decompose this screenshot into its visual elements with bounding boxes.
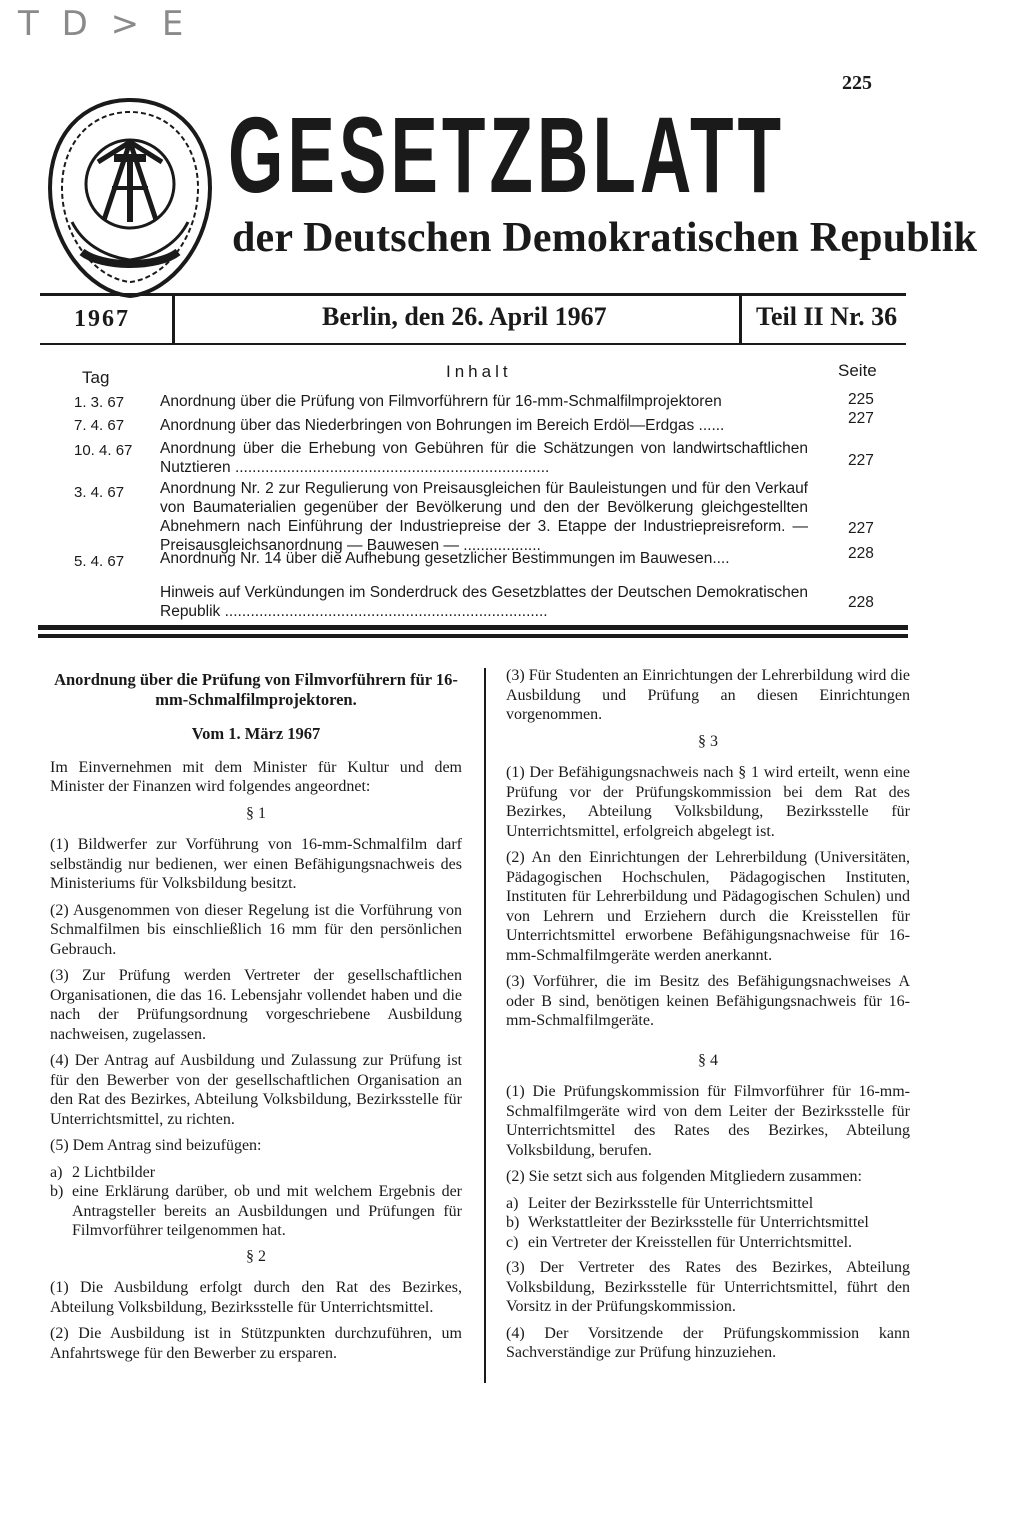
toc-page: 227 [848, 410, 874, 427]
masthead-rule-bottom [40, 343, 906, 345]
toc-date: 5. 4. 67 [74, 553, 125, 570]
section-heading: § 2 [246, 1247, 266, 1265]
paragraph: (1) Der Befähigungsnachweis nach § 1 wird erteilt, wenn eine Prüfung vor der Prüfungskommission bei dem Rat des Bezirkes, Abteilung Volksbildung, Bezirksstelle für Unterrichtsmittel, erfolgreich abgelegt ist. [506, 764, 910, 840]
toc-entry: Anordnung über die Erhebung von Gebühren für die Schätzungen von landwirtschaftlichen Nutztieren ......................................................................... [160, 440, 808, 476]
toc-entry: Anordnung über das Niederbringen von Bohrungen im Bereich Erdöl—Erdgas ...... [160, 417, 725, 434]
paragraph: (4) Der Vorsitzende der Prüfungskommission kann Sachverständige zur Prüfung hinzuziehen. [506, 1324, 910, 1361]
list-item [506, 1213, 910, 1233]
toc-date: 7. 4. 67 [74, 417, 125, 434]
toc-date: 10. 4. 67 [74, 442, 133, 459]
toc-date: 3. 4. 67 [74, 484, 125, 501]
list-item [50, 1163, 462, 1183]
article-preamble: Im Einvernehmen mit dem Minister für Kultur und dem Minister der Finanzen wird folgendes angeordnet: [50, 758, 462, 795]
handwritten-note: T D > E [18, 4, 190, 44]
article-column-left [50, 670, 462, 1370]
list-text: 2 Lichtbilder [72, 1163, 156, 1181]
masthead-rule-top [40, 293, 906, 296]
list-item [506, 1233, 910, 1253]
list-marker: a) [506, 1194, 519, 1212]
paragraph: (2) An den Einrichtungen der Lehrerbildung (Universitäten, Pädagogischen Hochschulen, Pädagogischen Instituten, Instituten für Lehrerbildung und Pädagogischen Schulen) und von Lehrern und Erziehern durch die Kreisstellen für Unterrichtsmittel erworbene Befähigungsnachweise für 16-mm-Schmalfilmgeräte werden anerkannt. [506, 849, 910, 964]
list-text: ein Vertreter der Kreisstellen für Unterrichtsmittel. [528, 1233, 853, 1251]
paragraph: (4) Der Antrag auf Ausbildung und Zulassung zur Prüfung ist für den Bewerber von der gesellschaftlichen Organisation an den Rat des Bezirkes, Abteilung Volksbildung, Bezirksstelle für Unterrichtsmittel, zu richten. [50, 1052, 462, 1128]
masthead-subtitle: der Deutschen Demokratischen Republik [232, 215, 978, 261]
toc-entry: Hinweis auf Verkündungen im Sonderdruck des Gesetzblattes der Deutschen Demokratischen Republik ........................................................................... [160, 584, 808, 620]
separator-rule [38, 634, 908, 638]
list-item [50, 1182, 462, 1241]
issue-date: Berlin, den 26. April 1967 [322, 302, 607, 331]
article-date: Vom 1. März 1967 [191, 724, 321, 743]
paragraph: (1) Die Ausbildung erfolgt durch den Rat des Bezirkes, Abteilung Volksbildung, Bezirksstelle für Unterrichtsmittel. [50, 1279, 462, 1316]
toc-entry: Anordnung Nr. 14 über die Aufhebung gesetzlicher Bestimmungen im Bauwesen.... [160, 550, 730, 567]
article-heading: Anordnung über die Prüfung von Filmvorführern für 16-mm-Schmalfilmprojektoren. [54, 670, 458, 709]
list-item [506, 1194, 910, 1214]
article-column-right [506, 666, 910, 1370]
page-number: 225 [842, 72, 872, 94]
separator-rule [38, 625, 908, 630]
toc-page: 227 [848, 452, 874, 469]
paragraph: (3) Der Vertreter des Rates des Bezirkes, Abteilung Volksbildung, Bezirksstelle für Unterrichtsmittel, führt den Vorsitz in der Prüfungskommission. [506, 1259, 910, 1315]
list-marker: c) [506, 1233, 519, 1251]
section-heading: § 1 [246, 804, 266, 822]
toc-header-inhalt: Inhalt [446, 362, 512, 381]
toc-date: 1. 3. 67 [74, 394, 125, 411]
paragraph: (3) Zur Prüfung werden Vertreter der gesellschaftlichen Organisationen, die das 16. Lebensjahr vollendet haben und die nach der Prüfungsordnung vorgeschriebene Ausbildung nachweisen, zugelassen. [50, 967, 462, 1043]
toc-header-seite: Seite [838, 361, 877, 380]
enumeration [506, 1194, 910, 1253]
toc-entry: Anordnung über die Prüfung von Filmvorführern für 16-mm-Schmalfilmprojektoren [160, 393, 722, 410]
paragraph: (2) Ausgenommen von dieser Regelung ist die Vorführung von Schmalfilmen bis einschließlich 16 mm für den persönlichen Gebrauch. [50, 901, 462, 958]
toc-page: 228 [848, 545, 874, 562]
paragraph: (3) Für Studenten an Einrichtungen der Lehrerbildung wird die Ausbildung und Prüfung an diesen Einrichtungen vorgenommen. [506, 667, 910, 723]
column-divider [484, 668, 486, 1383]
issue-year: 1967 [74, 306, 130, 332]
section-heading: § 3 [698, 732, 718, 750]
list-text: Leiter der Bezirksstelle für Unterrichtsmittel [528, 1194, 814, 1212]
issue-part: Teil II Nr. 36 [756, 302, 898, 331]
paragraph: (5) Dem Antrag sind beizufügen: [50, 1137, 262, 1154]
toc-page: 227 [848, 520, 874, 537]
toc-page: 225 [848, 391, 874, 408]
list-marker: a) [50, 1163, 63, 1181]
toc-entry: Anordnung Nr. 2 zur Regulierung von Preisausgleichen für Bauleistungen und für den Verkauf von Baumaterialien gegenüber der Bevölkerung und den der Bevölkerung gleichgestellten Abnehmern nach Einführung der Industriepreise der 3. Etappe der Industriepreisreform. — Preisausgleichsanordnung — Bauwesen — .................. [160, 480, 808, 554]
toc-header-tag: Tag [82, 368, 110, 387]
paragraph: (2) Die Ausbildung ist in Stützpunkten durchzuführen, um Anfahrtswege für den Bewerber zu ersparen. [50, 1325, 462, 1362]
state-emblem-icon [42, 92, 218, 304]
masthead-divider [172, 295, 175, 343]
list-marker: b) [50, 1183, 64, 1200]
paragraph: (1) Die Prüfungskommission für Filmvorführer für 16-mm-Schmalfilmgeräte wird von dem Leiter der Bezirksstelle für Unterrichtsmittel des Rates des Bezirkes, Abteilung Volksbildung, berufen. [506, 1083, 910, 1159]
list-marker: b) [506, 1214, 520, 1231]
list-text: Werkstattleiter der Bezirksstelle für Unterrichtsmittel [528, 1214, 869, 1231]
masthead-title: GESETZBLATT [228, 94, 785, 215]
enumeration [50, 1163, 462, 1241]
list-text: eine Erklärung darüber, ob und mit welchem Ergebnis der Antragsteller bereits an Ausbildungen und Prüfungen für Filmvorführer teilgenommen hat. [72, 1183, 462, 1239]
paragraph: (1) Bildwerfer zur Vorführung von 16-mm-Schmalfilm darf selbständig nur bedienen, wer einen Befähigungsnachweis des Ministeriums für Volksbildung besitzt. [50, 836, 462, 892]
section-heading: § 4 [698, 1051, 718, 1069]
paragraph: (3) Vorführer, die im Besitz des Befähigungsnachweises A oder B sind, benötigen keinen Befähigungsnachweis für 16-mm-Schmalfilmgeräte. [506, 973, 910, 1029]
masthead-divider [739, 295, 742, 343]
toc-page: 228 [848, 594, 874, 611]
paragraph: (2) Sie setzt sich aus folgenden Mitgliedern zusammen: [506, 1168, 862, 1185]
